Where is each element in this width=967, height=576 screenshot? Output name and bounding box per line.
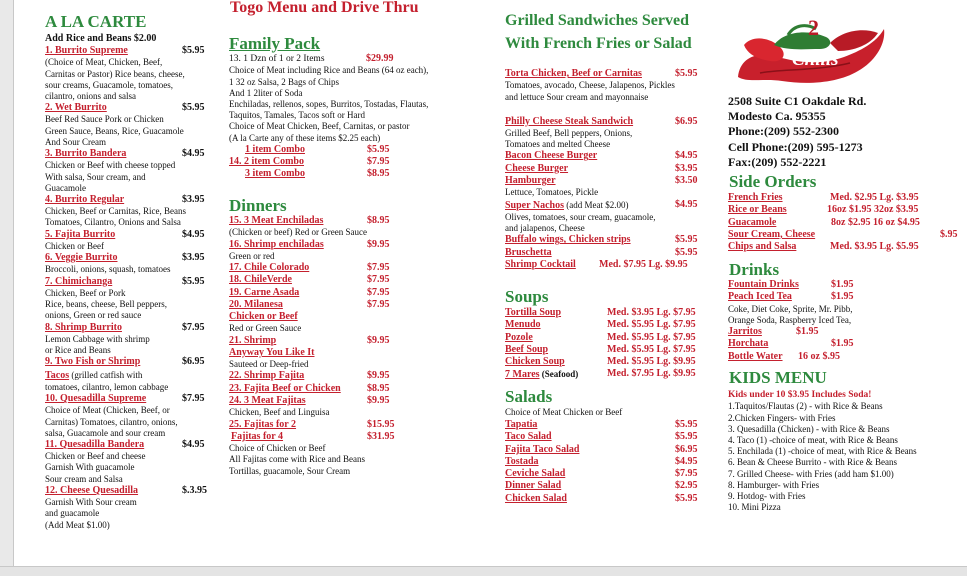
menu-item: French Fries Med. $2.95 Lg. $3.95: [728, 192, 919, 203]
menu-item: 6. Veggie Burrito $3.95: [45, 252, 205, 264]
menu-item: 18. ChileVerde $7.95: [229, 274, 390, 286]
combo-item: 1 item Combo $5.95: [245, 143, 390, 155]
menu-item: Horchata $1.95: [728, 338, 854, 350]
menu-item: Jarritos $1.95: [728, 326, 819, 337]
list-item: 6. Bean & Cheese Burrito - with Rice & Beans: [728, 457, 897, 468]
sandwiches-title-line2: With French Fries or Salad: [505, 35, 692, 52]
menu-item: 24. 3 Meat Fajitas $9.95: [229, 395, 390, 407]
list-item: 1.Taquitos/Flautas (2) - with Rice & Beans: [728, 401, 883, 412]
dinners-list: 15. 3 Meat Enchiladas $8.95 (Chicken or beef) Red or Green Sauce 16. Shrimp enchiladas $9.95 Green or red 17. Chile Colorado $7.95 18. ChileVerde $7.95 19. Carne Asada $7.95 20. Milanesa $7.95 Chicken or Beef Red or Green Sauce 21. Shrimp $9.95 Anyway You Like It Sauteed or Deep-fried 22. Shrimp Fajita $9.95 23. Fajita Beef or Chicken $8.95 24. 3 Meat Fajitas $9.95 Chicken, Beef and Linguisa 25. Fajitas for 2 $15.95 Fajitas for 4 $31.95 Choice of Chicken or Beef All Fajitas come with Rice and Beans Tortillas, guacamole, Sour Cream: [229, 215, 491, 477]
menu-item: Peach Iced Tea $1.95: [728, 291, 854, 303]
drinks-title: Drinks: [729, 260, 780, 279]
side-orders-title: Side Orders: [729, 172, 817, 191]
address-line2: Modesto Ca. 95355: [728, 109, 826, 124]
logo-text: Chilis: [792, 49, 839, 70]
salads-note: Choice of Meat Chicken or Beef: [505, 407, 623, 417]
sandwich-list: Torta Chicken, Beef or Carnitas $5.95 Tomatoes, avocado, Cheese, Jalapenos, Pickles and lettuce Sour cream and mayonnaise Philly Cheese Steak Sandwich $6.95 Grilled Beef, Bell peppers, Onions, Tomatoes and melted Cheese Bacon Cheese Burger $4.95 Cheese Burger $3.95 Hamburger $3.50 Lettuce, Tomatoes, Pickle Super Nachos (add Meat $2.00) $4.95 Olives, tomatoes, sour cream, guacamole, and jalapenos, Cheese Buffalo wings, Chicken strips $5.95 Bruschetta $5.95 Shrimp Cocktail Med. $7.95 Lg. $9.95: [505, 68, 730, 271]
menu-item: 8. Shrimp Burrito $7.95: [45, 321, 205, 333]
window-left-edge: [0, 0, 14, 576]
menu-item: Buffalo wings, Chicken strips $5.95: [505, 234, 698, 246]
list-item: 5. Enchilada (1) -choice of meat, with Rice & Beans: [728, 446, 917, 457]
list-item: 4. Taco (1) -choice of meat, with Rice & Beans: [728, 434, 898, 445]
family-pack-block: 13. 1 Dzn of 1 or 2 Items $29.99 Choice of Meat including Rice and Beans (64 oz each), 1 32 oz Salsa, 2 Bags of Chips And 1 2liter of Soda Enchiladas, rellenos, sopes, Burritos, Tostadas, Flautas, Taquitos, Tamales, Tacos soft or Hard Choice of Meat Chicken, Beef, Carnitas, or pastor (A la Carte any of these items $2.25 each) 1 item Combo $5.95 14. 2 item Combo $7.95 3 item Combo $8.95: [229, 53, 491, 181]
salads-title: Salads: [505, 387, 553, 406]
logo-number: 2: [808, 15, 819, 40]
menu-item: 16. Shrimp enchiladas $9.95: [229, 238, 390, 250]
combo-item: 3 item Combo $8.95: [245, 168, 390, 180]
menu-item: Dinner Salad $2.95: [505, 480, 698, 492]
menu-item: Super Nachos (add Meat $2.00) $4.95: [505, 198, 698, 211]
togo-title: Togo Menu and Drive Thru: [230, 0, 419, 16]
soups-list: [505, 307, 730, 382]
menu-item: Shrimp Cocktail Med. $7.95 Lg. $9.95: [505, 258, 688, 270]
menu-item: Chicken Soup Med. $5.95 Lg. $9.95: [505, 356, 696, 368]
menu-item: Beef Soup Med. $5.95 Lg. $7.95: [505, 343, 696, 355]
menu-item: Cheese Burger $3.95: [505, 162, 698, 174]
menu-item: 3. Burrito Bandera $4.95: [45, 148, 205, 160]
menu-item: Bruschetta $5.95: [505, 246, 698, 258]
list-item: 2.Chicken Fingers- with Fries: [728, 412, 836, 423]
menu-item: 25. Fajitas for 2 $15.95: [229, 418, 395, 430]
fax: Fax:(209) 552-2221: [728, 154, 827, 169]
menu-item: Tostada $4.95: [505, 455, 698, 467]
list-item: 10. Mini Pizza: [728, 502, 781, 513]
salads-list: [505, 419, 730, 505]
list-item: 3. Quesadilla (Chicken) - with Rice & Beans: [728, 423, 890, 434]
menu-item: 15. 3 Meat Enchiladas $8.95: [229, 215, 390, 226]
menu-item: 5. Fajita Burrito $4.95: [45, 228, 205, 240]
menu-item: Menudo Med. $5.95 Lg. $7.95: [505, 319, 696, 331]
contact-block: [728, 94, 866, 170]
menu-item: Chicken Salad $5.95: [505, 492, 698, 504]
cell-phone: Cell Phone:(209) 595-1273: [728, 139, 863, 154]
soups-title: Soups: [505, 287, 549, 306]
dinners-title: Dinners: [229, 196, 287, 215]
restaurant-logo: [730, 5, 890, 90]
menu-item: Hamburger $3.50: [505, 175, 698, 186]
menu-item: Bacon Cheese Burger $4.95: [505, 150, 698, 162]
menu-item: Philly Cheese Steak Sandwich $6.95: [505, 115, 698, 127]
drinks-list: Fountain Drinks $1.95 Peach Iced Tea $1.95 Coke, Diet Coke, Sprite, Mr. Pibb, Orange Soda, Raspberry Iced Tea, Jarritos $1.95 Horchata $1.95 Bottle Water 16 oz $.95: [728, 279, 966, 363]
window-bottom-edge: [0, 566, 967, 576]
menu-item: 20. Milanesa $7.95: [229, 298, 390, 310]
menu-item: Tacos (grilled catfish with: [45, 369, 143, 381]
menu-item: Torta Chicken, Beef or Carnitas $5.95: [505, 68, 698, 79]
address-line1: 2508 Suite C1 Oakdale Rd.: [728, 94, 867, 108]
menu-item: 10. Quesadilla Supreme $7.95: [45, 393, 205, 405]
menu-item: 7. Chimichanga $5.95: [45, 275, 205, 287]
menu-item: Fajitas for 4 $31.95: [231, 430, 395, 442]
combo-item: 14. 2 item Combo $7.95: [229, 156, 390, 168]
menu-item: Tortilla Soup Med. $3.95 Lg. $7.95: [505, 307, 696, 318]
kids-list: [728, 389, 966, 513]
list-item: 9. Hotdog- with Fries: [728, 490, 806, 501]
phone: Phone:(209) 552-2300: [728, 124, 839, 139]
menu-item: Anyway You Like It: [229, 346, 315, 358]
a-la-carte-title: A LA CARTE: [45, 12, 147, 31]
list-item: 7. Grilled Cheese- with Fries (add ham $1.00): [728, 468, 894, 479]
menu-item: 4. Burrito Regular $3.95: [45, 193, 205, 205]
menu-item: Tapatia $5.95: [505, 419, 698, 430]
menu-item: 9. Two Fish or Shrimp $6.95: [45, 356, 205, 368]
menu-item: 23. Fajita Beef or Chicken $8.95: [229, 382, 390, 394]
menu-item: 13. 1 Dzn of 1 or 2 Items $29.99: [229, 53, 394, 64]
kids-note: Kids under 10 $3.95 Includes Soda!: [728, 390, 872, 400]
menu-item: 12. Cheese Quesadilla $.3.95: [45, 484, 207, 496]
a-la-carte-list: 1. Burrito Supreme $5.95 (Choice of Meat, Chicken, Beef, Carnitas or Pastor) Rice beans, cheese, sour creams, Guacamole, tomatoes, cilantro, onions and salsa 2. Wet Burrito $5.95 Beef Red Sauce Pork or Chicken Green Sauce, Beans, Rice, Guacamole And Sour Cream 3. Burrito Bandera $4.95 Chicken or Beef with cheese topped With salsa, Sour cream, and Guacamole 4. Burrito Regular $3.95 Chicken, Beef or Carnitas, Rice, Beans Tomatoes, Cilantro, Onions and Salsa 5. Fajita Burrito $4.95 Chicken or Beef 6. Veggie Burrito $3.95 Broccoli, onions, squash, tomatoes 7. Chimichanga $5.95 Chicken, Beef or Pork Rice, beans, cheese, Bell peppers, onions, Green or red sauce 8. Shrimp Burrito $7.95 Lemon Cabbage with shrimp or Rice and Beans 9. Two Fish or Shrimp $6.95 Tacos (grilled catfish with tomatoes, cilantro, lemon cabbage 10. Quesadilla Supreme $7.95 Choice of Meat (Chicken, Beef, or Carnitas) Tomatoes, cilantro, onions, salsa, Guacamole and sour cream 11. Quesadilla Bandera $4.95 Chicken or Beef and cheese Garnish With guacamole Sour cream and Salsa 12. Cheese Quesadilla $.3.95 Garnish With Sour cream and guacamole (Add Meat $1.00): [45, 45, 215, 531]
kids-menu-title: KIDS MENU: [729, 368, 827, 387]
menu-item: 2. Wet Burrito $5.95: [45, 102, 205, 114]
menu-item: Ceviche Salad $7.95: [505, 468, 698, 480]
menu-item: Guacamole 8oz $2.95 16 oz $4.95: [728, 216, 920, 228]
menu-item: Sour Cream, Cheese $.95: [728, 228, 958, 240]
menu-item: Rice or Beans 16oz $1.95 32oz $3.95: [728, 204, 919, 216]
sandwiches-title-line1: Grilled Sandwiches Served: [505, 12, 690, 29]
menu-item: 11. Quesadilla Bandera $4.95: [45, 438, 205, 450]
family-pack-title: Family Pack: [229, 34, 321, 53]
menu-item: 17. Chile Colorado $7.95: [229, 262, 390, 273]
menu-item: Pozole Med. $5.95 Lg. $7.95: [505, 331, 696, 343]
menu-item: 19. Carne Asada $7.95: [229, 286, 390, 298]
side-orders-list: [728, 192, 966, 253]
menu-item: 22. Shrimp Fajita $9.95: [229, 370, 390, 382]
menu-item: 1. Burrito Supreme $5.95: [45, 45, 205, 56]
menu-item: 7 Mares (Seafood) Med. $7.95 Lg. $9.95: [505, 368, 696, 381]
menu-item: Chicken or Beef: [229, 311, 298, 323]
menu-item: Taco Salad $5.95: [505, 431, 698, 443]
menu-item: Fajita Taco Salad $6.95: [505, 443, 698, 455]
list-item: 8. Hamburger- with Fries: [728, 479, 820, 490]
menu-item: Chips and Salsa Med. $3.95 Lg. $5.95: [728, 241, 919, 253]
menu-item: Bottle Water 16 oz $.95: [728, 350, 840, 362]
menu-item: 21. Shrimp $9.95: [229, 334, 390, 346]
menu-item: Fountain Drinks $1.95: [728, 279, 854, 290]
a-la-carte-note: Add Rice and Beans $2.00: [45, 33, 157, 44]
